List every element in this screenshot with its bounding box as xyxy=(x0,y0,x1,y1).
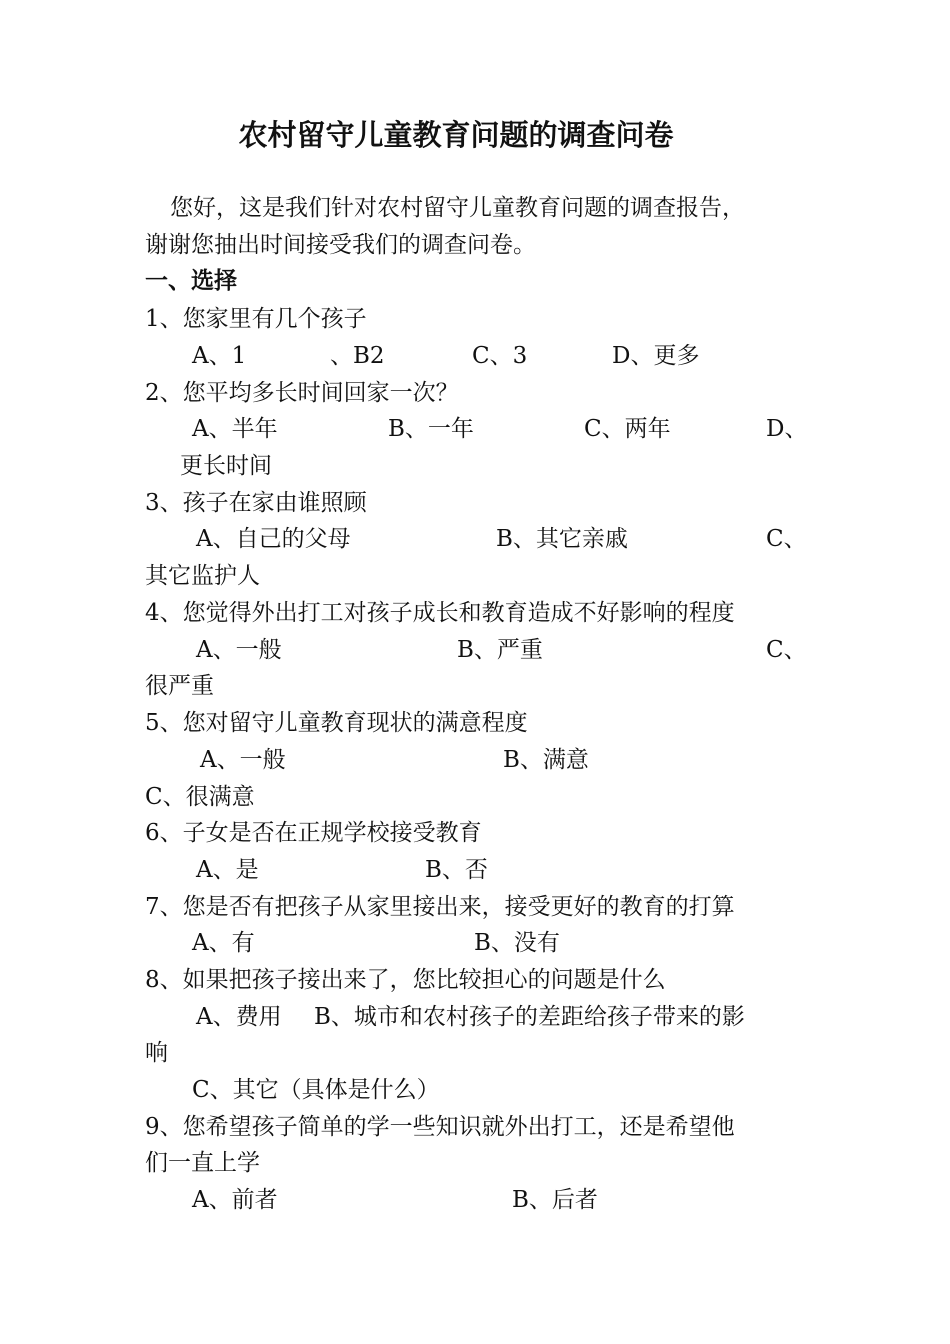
q9-option-b: B、后者 xyxy=(512,1187,598,1213)
q5-option-c: C、很满意 xyxy=(145,784,255,810)
q4-option-c-continued: 很严重 xyxy=(145,673,214,699)
question-9: 9、您希望孩子简单的学一些知识就外出打工，还是希望他 xyxy=(145,1114,735,1140)
q6-option-b: B、否 xyxy=(425,857,488,883)
q7-option-b: B、没有 xyxy=(474,930,560,956)
page-title: 农村留守儿童教育问题的调查问卷 xyxy=(238,118,674,152)
question-2: 2、您平均多长时间回家一次？ xyxy=(145,380,459,406)
q5-option-a: A、一般 xyxy=(200,747,286,773)
q8-option-b-continued: 响 xyxy=(145,1040,168,1066)
question-4: 4、您觉得外出打工对孩子成长和教育造成不好影响的程度 xyxy=(145,600,735,626)
q8-option-c: C、其它（具体是什么） xyxy=(192,1077,440,1103)
question-1: 1、您家里有几个孩子 xyxy=(145,306,367,332)
question-8: 8、如果把孩子接出来了，您比较担心的问题是什么 xyxy=(145,967,666,993)
q4-option-a: A、一般 xyxy=(196,637,282,663)
question-5: 5、您对留守儿童教育现状的满意程度 xyxy=(145,710,528,736)
q9-option-a: A、前者 xyxy=(192,1187,278,1213)
q3-option-b: B、其它亲戚 xyxy=(496,526,628,552)
q8-option-b: B、城市和农村孩子的差距给孩子带来的影 xyxy=(314,1004,745,1030)
intro-line-2: 谢谢您抽出时间接受我们的调查问卷。 xyxy=(145,232,536,258)
intro-line-1: 您好，这是我们针对农村留守儿童教育问题的调查报告， xyxy=(170,195,745,221)
q1-option-b: 、B2 xyxy=(330,343,385,369)
q4-option-b: B、严重 xyxy=(457,637,543,663)
q2-option-d-continued: 更长时间 xyxy=(180,453,272,479)
q2-option-a: A、半年 xyxy=(192,416,278,442)
q6-option-a: A、是 xyxy=(196,857,259,883)
q1-option-c: C、3 xyxy=(472,343,528,369)
question-6: 6、子女是否在正规学校接受教育 xyxy=(145,820,482,846)
q2-option-d: D、 xyxy=(766,416,808,442)
q1-option-a: A、1 xyxy=(192,343,247,369)
section-heading: 一、选择 xyxy=(145,268,237,294)
q1-option-d: D、更多 xyxy=(612,343,700,369)
q2-option-b: B、一年 xyxy=(388,416,474,442)
question-9-continued: 们一直上学 xyxy=(145,1150,260,1176)
q5-option-b: B、满意 xyxy=(503,747,589,773)
q3-option-c: C、 xyxy=(766,526,807,552)
q4-option-c: C、 xyxy=(766,637,807,663)
q7-option-a: A、有 xyxy=(192,930,255,956)
q3-option-c-continued: 其它监护人 xyxy=(145,563,260,589)
q3-option-a: A、自己的父母 xyxy=(196,526,351,552)
question-7: 7、您是否有把孩子从家里接出来，接受更好的教育的打算 xyxy=(145,894,735,920)
q8-option-a: A、费用 xyxy=(196,1004,282,1030)
q2-option-c: C、两年 xyxy=(584,416,671,442)
question-3: 3、孩子在家由谁照顾 xyxy=(145,490,367,516)
